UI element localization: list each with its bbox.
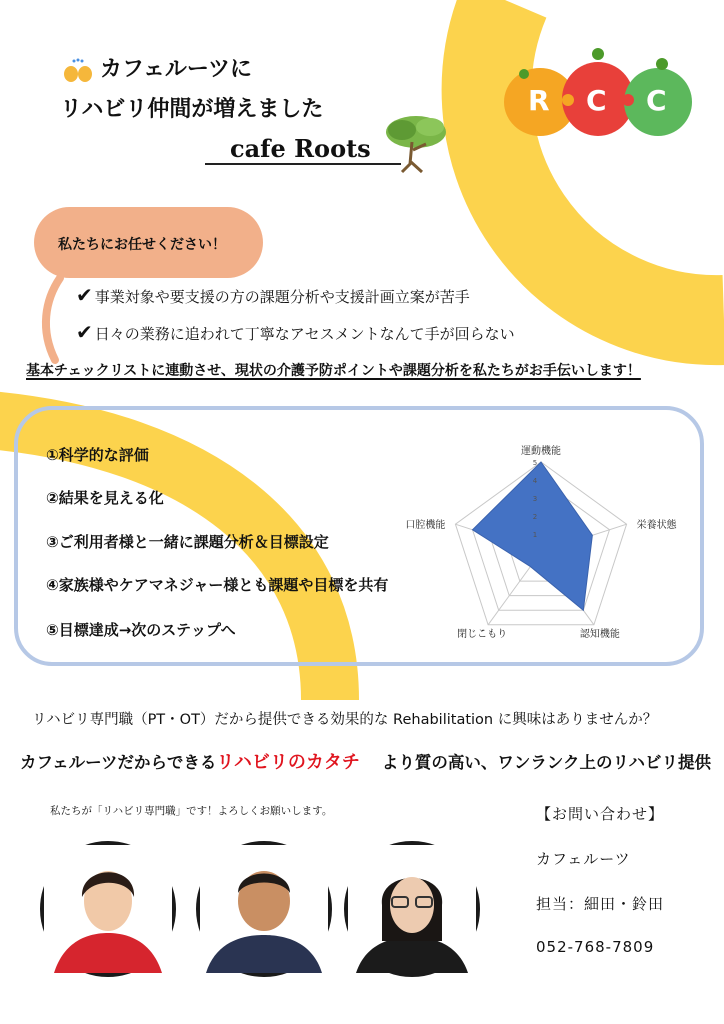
radar-category-label: 閉じこもり (457, 628, 508, 640)
tree-icon (380, 112, 450, 174)
radar-tick-label: 5 (532, 459, 538, 467)
step-5: ⑤目標達成→次のステップへ (46, 621, 236, 639)
orange-tail (46, 278, 60, 360)
tagline (20, 748, 711, 774)
step-1: ①科学的な評価 (46, 446, 149, 464)
check-item-1 (76, 283, 470, 307)
cafe-roots-logo-text: cafe Roots (230, 134, 371, 163)
radar-category-label: 認知機能 (579, 628, 620, 640)
contact-phone[interactable]: 052-768-7809 (536, 938, 655, 956)
staff-photo-2 (196, 841, 332, 977)
support-statement: 基本チェックリストに連動させ、現状の介護予防ポイントや課題分析を私たちがお手伝いします！ (26, 363, 641, 379)
rcc-letter-r: R (528, 84, 550, 117)
question-line: リハビリ専門職（PT・OT）だから提供できる効果的な Rehabilitation に興味はありませんか？ (32, 712, 658, 728)
contact-company: カフェルーツ (536, 850, 631, 868)
team-caption: 私たちが「リハビリ専門職」です！よろしくお願いします。 (50, 805, 333, 817)
step-2: ②結果を見える化 (46, 489, 164, 507)
step-4: ④家族様やケアマネジャー様とも課題や目標を共有 (46, 576, 389, 594)
check-icon: ✔ (76, 320, 93, 344)
check-item-1-text: 事業対象や要支援の方の課題分析や支援計画立案が苦手 (94, 288, 470, 306)
headline-line2: リハビリ仲間が増えました (60, 97, 324, 122)
rcc-letter-c2: C (646, 84, 667, 117)
radar-tick-label: 2 (532, 513, 538, 521)
radar-category-label: 運動機能 (521, 446, 561, 457)
headline-line1: カフェルーツに (100, 57, 253, 82)
step-3: ③ご利用者様と一緒に課題分析＆目標設定 (46, 533, 329, 551)
contact-person: 担当：細田・鈴田 (536, 895, 665, 913)
contact-heading: 【お問い合わせ】 (536, 805, 665, 823)
radar-tick-label: 3 (532, 495, 538, 503)
tagline-part-a: カフェルーツだからできる (20, 753, 217, 772)
staff-photo-1 (40, 841, 176, 977)
radar-chart (405, 436, 706, 646)
check-icon: ✔ (76, 283, 93, 307)
radar-tick-label: 4 (532, 477, 538, 485)
rcc-letter-c1: C (586, 84, 607, 117)
tagline-part-b: より質の高い、ワンランク上のリハビリ提供 (381, 753, 712, 772)
speech-bubble-text: 私たちにお任せください！ (58, 237, 226, 253)
radar-tick-label: 1 (532, 531, 538, 539)
rcc-logo (498, 42, 698, 142)
check-item-2-text: 日々の業務に追われて丁寧なアセスメントなんて手が回らない (94, 325, 515, 343)
logo-underline (205, 163, 401, 165)
tagline-highlight: リハビリのカタチ (216, 752, 360, 773)
raising-hands-icon (62, 58, 94, 84)
radar-category-label: 口腔機能 (405, 520, 446, 532)
check-item-2 (76, 320, 515, 344)
staff-photo-3 (344, 841, 480, 977)
radar-category-label: 栄養状態 (636, 520, 677, 532)
